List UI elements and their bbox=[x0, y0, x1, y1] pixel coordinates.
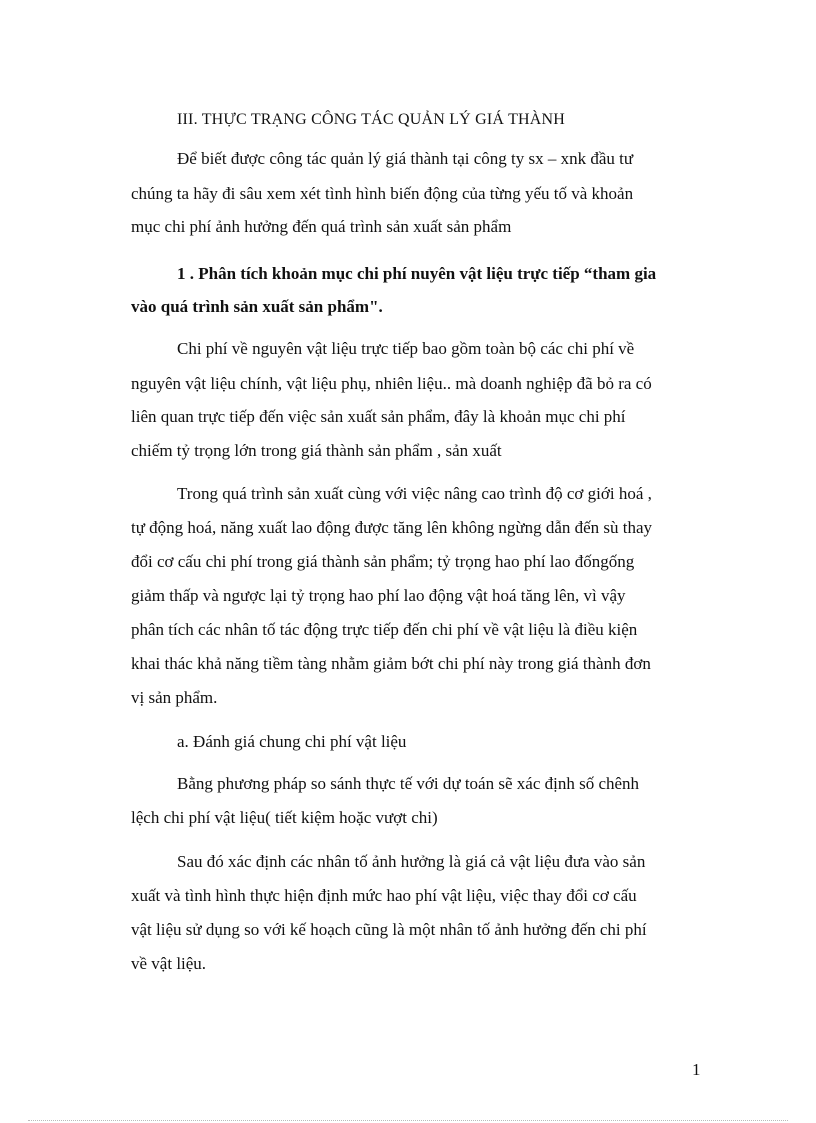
page-number: 1 bbox=[692, 1060, 701, 1079]
production-process-line-5: phân tích các nhân tố tác động trực tiếp đến chi phí về vật liệu là điều kiện bbox=[131, 620, 638, 639]
direct-material-line-3: liên quan trực tiếp đến việc sản xuất sản phẩm, đây là khoản mục chi phí bbox=[131, 407, 626, 426]
intro-line-2: chúng ta hãy đi sâu xem xét tình hình biến động của từng yếu tố và khoản bbox=[131, 184, 634, 203]
production-process-line-3: đổi cơ cấu chi phí trong giá thành sản phẩm; tỷ trọng hao phí lao đốngống bbox=[131, 552, 635, 571]
subsection-1-title-line-1: 1 . Phân tích khoản mục chi phí nuyên vật liệu trực tiếp “tham gia bbox=[177, 264, 657, 283]
production-process-line-2: tự động hoá, năng xuất lao động được tăng lên không ngừng dẫn đến sù thay bbox=[131, 518, 653, 537]
production-process-line-7: vị sản phẩm. bbox=[131, 688, 218, 707]
comparison-line-1: Bằng phương pháp so sánh thực tế với dự toán sẽ xác định số chênh bbox=[177, 774, 640, 793]
comparison-line-2: lệch chi phí vật liệu( tiết kiệm hoặc vượt chi) bbox=[131, 808, 438, 827]
subsection-a-title: a. Đánh giá chung chi phí vật liệu bbox=[177, 732, 407, 751]
direct-material-line-4: chiếm tỷ trọng lớn trong giá thành sản phẩm , sản xuất bbox=[131, 441, 502, 460]
intro-line-3: mục chi phí ảnh hưởng đến quá trình sản xuất sản phẩm bbox=[131, 217, 512, 236]
factors-line-1: Sau đó xác định các nhân tố ảnh hưởng là giá cả vật liệu đưa vào sản bbox=[177, 852, 646, 871]
page-bottom-divider bbox=[28, 1120, 788, 1121]
direct-material-line-1: Chi phí về nguyên vật liệu trực tiếp bao gồm toàn bộ các chi phí về bbox=[177, 339, 635, 358]
factors-line-4: về vật liệu. bbox=[131, 954, 207, 973]
section-heading: III. THỰC TRẠNG CÔNG TÁC QUẢN LÝ GIÁ THÀNH bbox=[177, 111, 566, 128]
factors-line-2: xuất và tình hình thực hiện định mức hao phí vật liệu, việc thay đổi cơ cấu bbox=[131, 886, 637, 905]
intro-line-1: Để biết được công tác quản lý giá thành tại công ty sx – xnk đầu tư bbox=[177, 149, 634, 168]
production-process-line-1: Trong quá trình sản xuất cùng với việc nâng cao trình độ cơ giới hoá , bbox=[177, 484, 652, 503]
production-process-line-4: giảm thấp và ngược lại tỷ trọng hao phí lao động vật hoá tăng lên, vì vậy bbox=[131, 586, 626, 605]
production-process-line-6: khai thác khả năng tiềm tàng nhằm giảm bớt chi phí này trong giá thành đơn bbox=[131, 654, 651, 673]
subsection-1-title-line-2: vào quá trình sản xuất sản phẩm". bbox=[131, 297, 383, 316]
direct-material-line-2: nguyên vật liệu chính, vật liệu phụ, nhiên liệu.. mà doanh nghiệp đã bỏ ra có bbox=[131, 374, 652, 393]
factors-line-3: vật liệu sử dụng so với kế hoạch cũng là một nhân tố ảnh hưởng đến chi phí bbox=[131, 920, 647, 939]
